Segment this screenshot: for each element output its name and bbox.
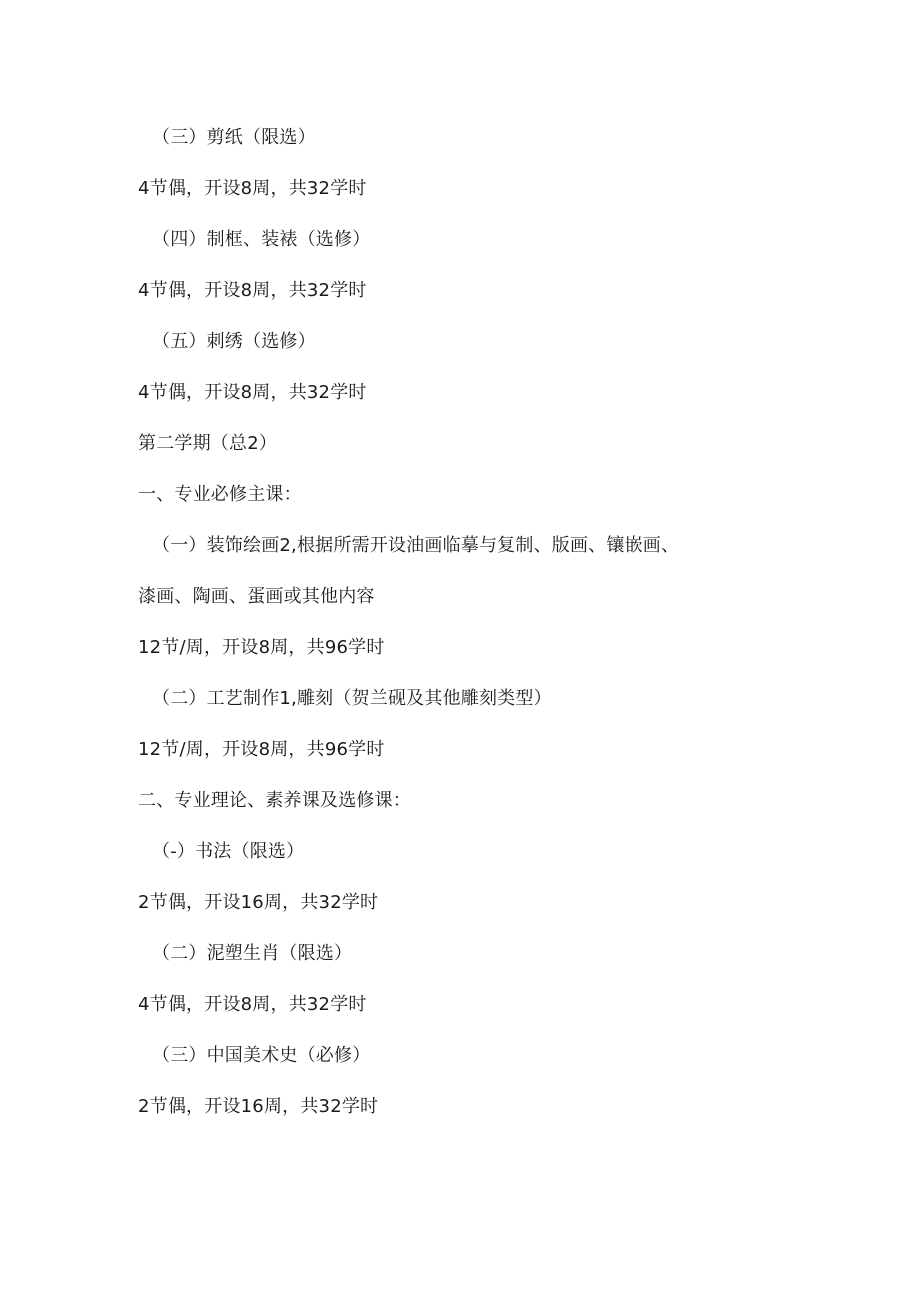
category-heading-major-required: 一、专业必修主课： [138, 484, 302, 505]
schedule-line: 12节/周，开设8周，共96学时 [138, 637, 385, 658]
section-heading-calligraphy: （-）书法（限选） [152, 841, 305, 862]
schedule-line: 2节偶，开设16周，共32学时 [138, 1096, 379, 1117]
schedule-line: 12节/周，开设8周，共96学时 [138, 739, 385, 760]
text-body [138, 122, 838, 1142]
category-heading-theory-electives: 二、专业理论、素养课及选修课： [138, 790, 411, 811]
section-heading-framing-mounting: （四）制框、装裱（选修） [152, 229, 371, 250]
section-heading-continuation: 漆画、陶画、蛋画或其他内容 [138, 586, 375, 607]
semester-heading: 第二学期（总2） [138, 433, 278, 454]
schedule-line: 4节偶，开设8周，共32学时 [138, 178, 367, 199]
section-heading-chinese-art-history: （三）中国美术史（必修） [152, 1045, 371, 1066]
section-heading-embroidery: （五）刺绣（选修） [152, 331, 316, 352]
section-heading-carving: （二）工艺制作1,雕刻（贺兰砚及其他雕刻类型） [152, 688, 552, 709]
schedule-line: 4节偶，开设8周，共32学时 [138, 280, 367, 301]
section-heading-clay-zodiac: （二）泥塑生肖（限选） [152, 943, 353, 964]
schedule-line: 4节偶，开设8周，共32学时 [138, 994, 367, 1015]
schedule-line: 4节偶，开设8周，共32学时 [138, 382, 367, 403]
schedule-line: 2节偶，开设16周，共32学时 [138, 892, 379, 913]
section-heading-paper-cutting: （三）剪纸（限选） [152, 127, 316, 148]
section-heading-decorative-painting: （一）装饰绘画2,根据所需开设油画临摹与复制、版画、镶嵌画、 [152, 535, 680, 556]
